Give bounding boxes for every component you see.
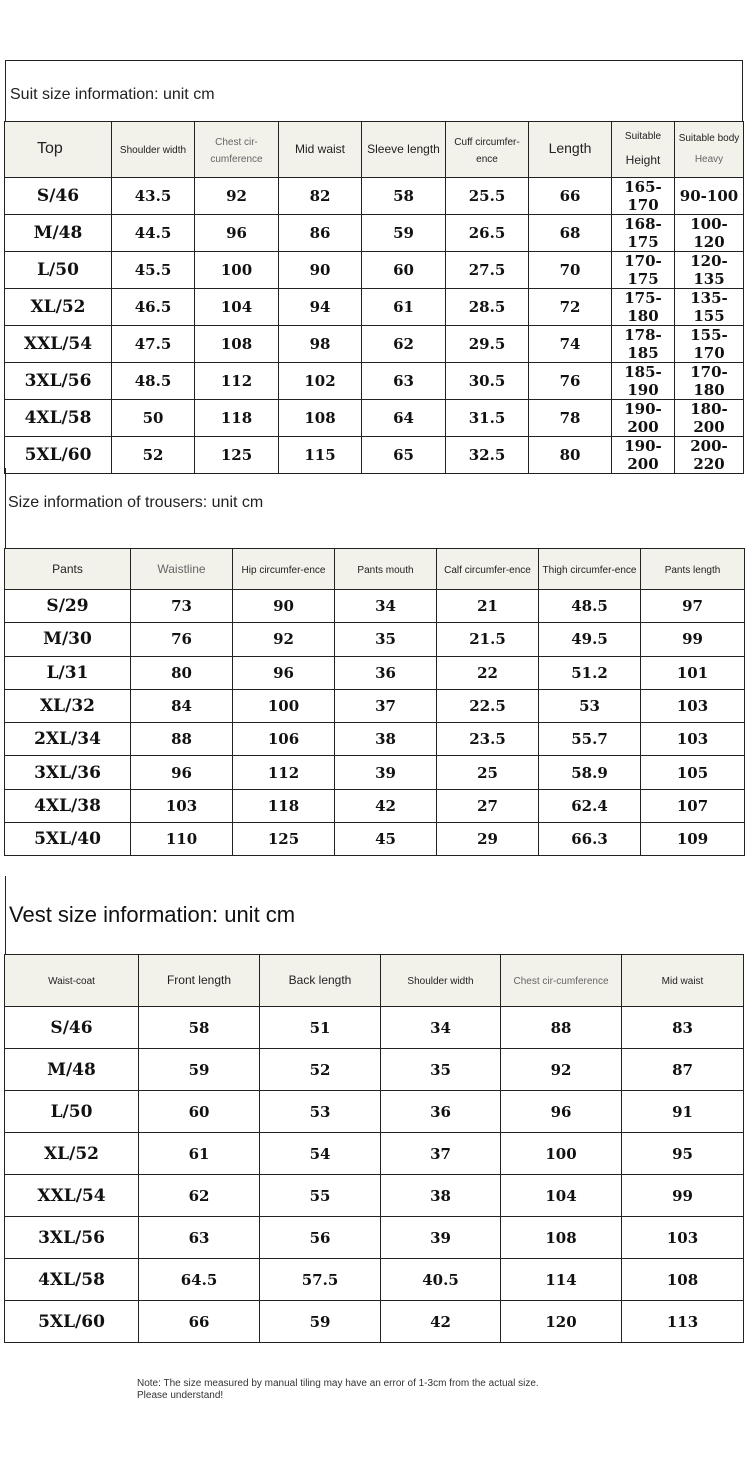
suit-value-cell: 102 — [279, 363, 362, 400]
vest-size-cell: 3XL/56 — [5, 1217, 139, 1259]
suit-table-row — [5, 178, 744, 215]
trousers-value-cell: 76 — [131, 623, 233, 656]
suit-value-cell: 63 — [362, 363, 446, 400]
suit-size-cell: XL/52 — [5, 289, 112, 326]
vest-table-body — [5, 1007, 744, 1343]
vest-value-cell: 103 — [622, 1217, 744, 1259]
suit-table-row — [5, 400, 744, 437]
suit-value-cell: 90 — [279, 252, 362, 289]
suit-value-cell: 65 — [362, 437, 446, 474]
suit-header-top: Top — [5, 122, 112, 178]
trousers-value-cell: 103 — [131, 789, 233, 822]
trousers-value-cell: 29 — [437, 823, 539, 856]
suit-header-mid-waist: Mid waist — [279, 122, 362, 178]
trousers-value-cell: 36 — [335, 656, 437, 689]
suit-size-cell: S/46 — [5, 178, 112, 215]
trousers-value-cell: 55.7 — [539, 723, 641, 756]
suit-value-cell: 78 — [529, 400, 612, 437]
vest-table-row — [5, 1007, 744, 1049]
suit-value-cell: 46.5 — [112, 289, 195, 326]
trousers-value-cell: 118 — [233, 789, 335, 822]
trousers-table-row — [5, 623, 745, 656]
suit-value-cell: 64 — [362, 400, 446, 437]
suit-value-cell: 185-190 — [612, 363, 675, 400]
vest-value-cell: 38 — [381, 1175, 501, 1217]
trousers-table-row — [5, 823, 745, 856]
trousers-table-row — [5, 789, 745, 822]
vest-value-cell: 64.5 — [139, 1259, 260, 1301]
suit-size-cell: 4XL/58 — [5, 400, 112, 437]
suit-size-cell: 3XL/56 — [5, 363, 112, 400]
suit-value-cell: 115 — [279, 437, 362, 474]
trousers-table-row — [5, 590, 745, 623]
suit-value-cell: 94 — [279, 289, 362, 326]
trousers-value-cell: 66.3 — [539, 823, 641, 856]
suit-value-cell: 135-155 — [675, 289, 744, 326]
suit-value-cell: 108 — [195, 326, 279, 363]
suit-header-weight — [675, 122, 744, 178]
trousers-value-cell: 45 — [335, 823, 437, 856]
trousers-table-row — [5, 756, 745, 789]
vest-value-cell: 51 — [260, 1007, 381, 1049]
trousers-value-cell: 35 — [335, 623, 437, 656]
vest-value-cell: 34 — [381, 1007, 501, 1049]
trousers-value-cell: 92 — [233, 623, 335, 656]
vest-table-row — [5, 1259, 744, 1301]
vest-size-cell: S/46 — [5, 1007, 139, 1049]
suit-value-cell: 170-175 — [612, 252, 675, 289]
trousers-value-cell: 100 — [233, 689, 335, 722]
trousers-header-cell: Pants mouth — [335, 549, 437, 590]
suit-table-row — [5, 326, 744, 363]
suit-size-cell: L/50 — [5, 252, 112, 289]
trousers-size-cell: L/31 — [5, 656, 131, 689]
vest-value-cell: 40.5 — [381, 1259, 501, 1301]
vest-table-row — [5, 1301, 744, 1343]
trousers-header-cell: Pants length — [641, 549, 745, 590]
vest-value-cell: 62 — [139, 1175, 260, 1217]
trousers-table-body — [5, 590, 745, 856]
suit-value-cell: 104 — [195, 289, 279, 326]
vest-value-cell: 59 — [139, 1049, 260, 1091]
vest-size-cell: 5XL/60 — [5, 1301, 139, 1343]
vest-value-cell: 42 — [381, 1301, 501, 1343]
vest-value-cell: 59 — [260, 1301, 381, 1343]
trousers-value-cell: 103 — [641, 689, 745, 722]
vest-size-cell: XL/52 — [5, 1133, 139, 1175]
trousers-value-cell: 103 — [641, 723, 745, 756]
vest-value-cell: 88 — [501, 1007, 622, 1049]
trousers-value-cell: 22 — [437, 656, 539, 689]
vest-value-cell: 37 — [381, 1133, 501, 1175]
vest-value-cell: 96 — [501, 1091, 622, 1133]
vest-value-cell: 61 — [139, 1133, 260, 1175]
suit-value-cell: 32.5 — [446, 437, 529, 474]
suit-table-row — [5, 215, 744, 252]
vest-value-cell: 108 — [622, 1259, 744, 1301]
trousers-value-cell: 97 — [641, 590, 745, 623]
suit-table-row — [5, 363, 744, 400]
suit-title-text: Suit size information: unit cm — [10, 86, 215, 103]
suit-header-suitable: Suitable — [624, 130, 662, 142]
trousers-value-cell: 39 — [335, 756, 437, 789]
suit-value-cell: 120-135 — [675, 252, 744, 289]
vest-table-row — [5, 1133, 744, 1175]
suit-value-cell: 30.5 — [446, 363, 529, 400]
suit-header-height-label: Height — [625, 153, 661, 168]
suit-value-cell: 175-180 — [612, 289, 675, 326]
suit-value-cell: 61 — [362, 289, 446, 326]
suit-value-cell: 27.5 — [446, 252, 529, 289]
trousers-value-cell: 112 — [233, 756, 335, 789]
vest-value-cell: 58 — [139, 1007, 260, 1049]
suit-size-cell: XXL/54 — [5, 326, 112, 363]
trousers-value-cell: 25 — [437, 756, 539, 789]
vest-size-cell: M/48 — [5, 1049, 139, 1091]
trousers-value-cell: 51.2 — [539, 656, 641, 689]
vest-value-cell: 56 — [260, 1217, 381, 1259]
suit-value-cell: 82 — [279, 178, 362, 215]
suit-value-cell: 70 — [529, 252, 612, 289]
trousers-size-cell: 4XL/38 — [5, 789, 131, 822]
vest-value-cell: 66 — [139, 1301, 260, 1343]
trousers-header-cell: Pants — [5, 549, 131, 590]
vest-value-cell: 57.5 — [260, 1259, 381, 1301]
vest-value-cell: 36 — [381, 1091, 501, 1133]
vest-table-row — [5, 1091, 744, 1133]
suit-value-cell: 100 — [195, 252, 279, 289]
suit-value-cell: 178-185 — [612, 326, 675, 363]
suit-value-cell: 72 — [529, 289, 612, 326]
trousers-value-cell: 88 — [131, 723, 233, 756]
vest-header-cell: Chest cir-cumference — [501, 955, 622, 1007]
suit-value-cell: 52 — [112, 437, 195, 474]
trousers-value-cell: 125 — [233, 823, 335, 856]
vest-value-cell: 53 — [260, 1091, 381, 1133]
trousers-value-cell: 58.9 — [539, 756, 641, 789]
trousers-value-cell: 107 — [641, 789, 745, 822]
trousers-value-cell: 37 — [335, 689, 437, 722]
vest-value-cell: 104 — [501, 1175, 622, 1217]
footnote — [137, 1378, 539, 1402]
trousers-value-cell: 49.5 — [539, 623, 641, 656]
vest-size-cell: L/50 — [5, 1091, 139, 1133]
trousers-value-cell: 22.5 — [437, 689, 539, 722]
vest-table-row — [5, 1175, 744, 1217]
suit-header-suitable-body: Suitable body — [678, 133, 740, 144]
vest-value-cell: 54 — [260, 1133, 381, 1175]
trousers-size-cell: 3XL/36 — [5, 756, 131, 789]
trousers-value-cell: 101 — [641, 656, 745, 689]
suit-value-cell: 112 — [195, 363, 279, 400]
suit-value-cell: 118 — [195, 400, 279, 437]
suit-header-length: Length — [529, 122, 612, 178]
trousers-value-cell: 53 — [539, 689, 641, 722]
trousers-value-cell: 73 — [131, 590, 233, 623]
suit-value-cell: 168-175 — [612, 215, 675, 252]
trousers-value-cell: 62.4 — [539, 789, 641, 822]
trousers-header-cell: Thigh circumfer-ence — [539, 549, 641, 590]
suit-header-heavy: Heavy — [694, 153, 724, 165]
trousers-value-cell: 80 — [131, 656, 233, 689]
vest-size-cell: 4XL/58 — [5, 1259, 139, 1301]
trousers-size-cell: S/29 — [5, 590, 131, 623]
footnote-line-2: Please understand! — [137, 1390, 224, 1401]
trousers-size-table — [4, 548, 745, 856]
trousers-value-cell: 21.5 — [437, 623, 539, 656]
suit-value-cell: 86 — [279, 215, 362, 252]
trousers-section-title — [5, 468, 743, 549]
suit-table-row — [5, 289, 744, 326]
suit-header-sleeve: Sleeve length — [362, 122, 446, 178]
vest-value-cell: 114 — [501, 1259, 622, 1301]
vest-value-cell: 39 — [381, 1217, 501, 1259]
suit-size-cell: M/48 — [5, 215, 112, 252]
suit-header-cuff: Cuff circumfer-ence — [446, 122, 529, 178]
vest-value-cell: 63 — [139, 1217, 260, 1259]
vest-value-cell: 100 — [501, 1133, 622, 1175]
suit-table-row — [5, 252, 744, 289]
vest-table-row — [5, 1217, 744, 1259]
trousers-value-cell: 23.5 — [437, 723, 539, 756]
trousers-value-cell: 109 — [641, 823, 745, 856]
suit-section-title — [5, 60, 743, 122]
vest-value-cell: 95 — [622, 1133, 744, 1175]
vest-value-cell: 113 — [622, 1301, 744, 1343]
suit-header-shoulder: Shoulder width — [112, 122, 195, 178]
vest-value-cell: 83 — [622, 1007, 744, 1049]
suit-value-cell: 190-200 — [612, 437, 675, 474]
vest-value-cell: 60 — [139, 1091, 260, 1133]
suit-header-height — [612, 122, 675, 178]
vest-value-cell: 52 — [260, 1049, 381, 1091]
trousers-header-cell: Waistline — [131, 549, 233, 590]
vest-header-cell: Waist-coat — [5, 955, 139, 1007]
vest-section-title — [5, 876, 743, 955]
footnote-line-1: Note: The size measured by manual tiling may have an error of 1-3cm from the actual size. — [137, 1378, 539, 1389]
suit-value-cell: 100-120 — [675, 215, 744, 252]
suit-value-cell: 170-180 — [675, 363, 744, 400]
trousers-size-cell: XL/32 — [5, 689, 131, 722]
suit-value-cell: 125 — [195, 437, 279, 474]
suit-value-cell: 31.5 — [446, 400, 529, 437]
vest-value-cell: 92 — [501, 1049, 622, 1091]
vest-value-cell: 120 — [501, 1301, 622, 1343]
suit-value-cell: 200-220 — [675, 437, 744, 474]
trousers-value-cell: 90 — [233, 590, 335, 623]
trousers-value-cell: 96 — [131, 756, 233, 789]
suit-value-cell: 45.5 — [112, 252, 195, 289]
vest-header-cell: Shoulder width — [381, 955, 501, 1007]
suit-size-table — [4, 121, 744, 474]
vest-table-row — [5, 1049, 744, 1091]
trousers-value-cell: 96 — [233, 656, 335, 689]
trousers-value-cell: 34 — [335, 590, 437, 623]
suit-value-cell: 80 — [529, 437, 612, 474]
suit-value-cell: 165-170 — [612, 178, 675, 215]
suit-value-cell: 155-170 — [675, 326, 744, 363]
vest-value-cell: 87 — [622, 1049, 744, 1091]
vest-header-cell: Mid waist — [622, 955, 744, 1007]
trousers-value-cell: 105 — [641, 756, 745, 789]
suit-value-cell: 62 — [362, 326, 446, 363]
suit-value-cell: 68 — [529, 215, 612, 252]
suit-value-cell: 44.5 — [112, 215, 195, 252]
vest-size-cell: XXL/54 — [5, 1175, 139, 1217]
vest-header-cell: Back length — [260, 955, 381, 1007]
suit-value-cell: 108 — [279, 400, 362, 437]
suit-value-cell: 50 — [112, 400, 195, 437]
suit-value-cell: 47.5 — [112, 326, 195, 363]
vest-title-text: Vest size information: unit cm — [9, 902, 296, 927]
vest-value-cell: 35 — [381, 1049, 501, 1091]
suit-value-cell: 26.5 — [446, 215, 529, 252]
vest-value-cell: 55 — [260, 1175, 381, 1217]
suit-value-cell: 98 — [279, 326, 362, 363]
trousers-table-row — [5, 723, 745, 756]
suit-header-chest: Chest cir-cumference — [195, 122, 279, 178]
suit-value-cell: 180-200 — [675, 400, 744, 437]
vest-value-cell: 99 — [622, 1175, 744, 1217]
suit-size-cell: 5XL/60 — [5, 437, 112, 474]
trousers-value-cell: 42 — [335, 789, 437, 822]
trousers-value-cell: 110 — [131, 823, 233, 856]
trousers-size-cell: 5XL/40 — [5, 823, 131, 856]
suit-value-cell: 29.5 — [446, 326, 529, 363]
trousers-value-cell: 84 — [131, 689, 233, 722]
trousers-table-row — [5, 689, 745, 722]
suit-value-cell: 92 — [195, 178, 279, 215]
suit-value-cell: 59 — [362, 215, 446, 252]
suit-value-cell: 96 — [195, 215, 279, 252]
suit-value-cell: 60 — [362, 252, 446, 289]
vest-value-cell: 108 — [501, 1217, 622, 1259]
trousers-value-cell: 21 — [437, 590, 539, 623]
trousers-value-cell: 106 — [233, 723, 335, 756]
trousers-value-cell: 99 — [641, 623, 745, 656]
trousers-table-row — [5, 656, 745, 689]
vest-value-cell: 91 — [622, 1091, 744, 1133]
suit-value-cell: 28.5 — [446, 289, 529, 326]
trousers-header-cell: Calf circumfer-ence — [437, 549, 539, 590]
trousers-value-cell: 38 — [335, 723, 437, 756]
suit-value-cell: 48.5 — [112, 363, 195, 400]
trousers-value-cell: 48.5 — [539, 590, 641, 623]
suit-value-cell: 76 — [529, 363, 612, 400]
suit-value-cell: 25.5 — [446, 178, 529, 215]
vest-size-table — [4, 954, 744, 1343]
suit-value-cell: 43.5 — [112, 178, 195, 215]
suit-value-cell: 74 — [529, 326, 612, 363]
suit-value-cell: 90-100 — [675, 178, 744, 215]
trousers-title-text: Size information of trousers: unit cm — [8, 494, 264, 511]
vest-header-cell: Front length — [139, 955, 260, 1007]
trousers-header-cell: Hip circumfer-ence — [233, 549, 335, 590]
trousers-size-cell: M/30 — [5, 623, 131, 656]
trousers-value-cell: 27 — [437, 789, 539, 822]
suit-table-body — [5, 178, 744, 474]
suit-value-cell: 190-200 — [612, 400, 675, 437]
suit-value-cell: 58 — [362, 178, 446, 215]
suit-value-cell: 66 — [529, 178, 612, 215]
trousers-size-cell: 2XL/34 — [5, 723, 131, 756]
